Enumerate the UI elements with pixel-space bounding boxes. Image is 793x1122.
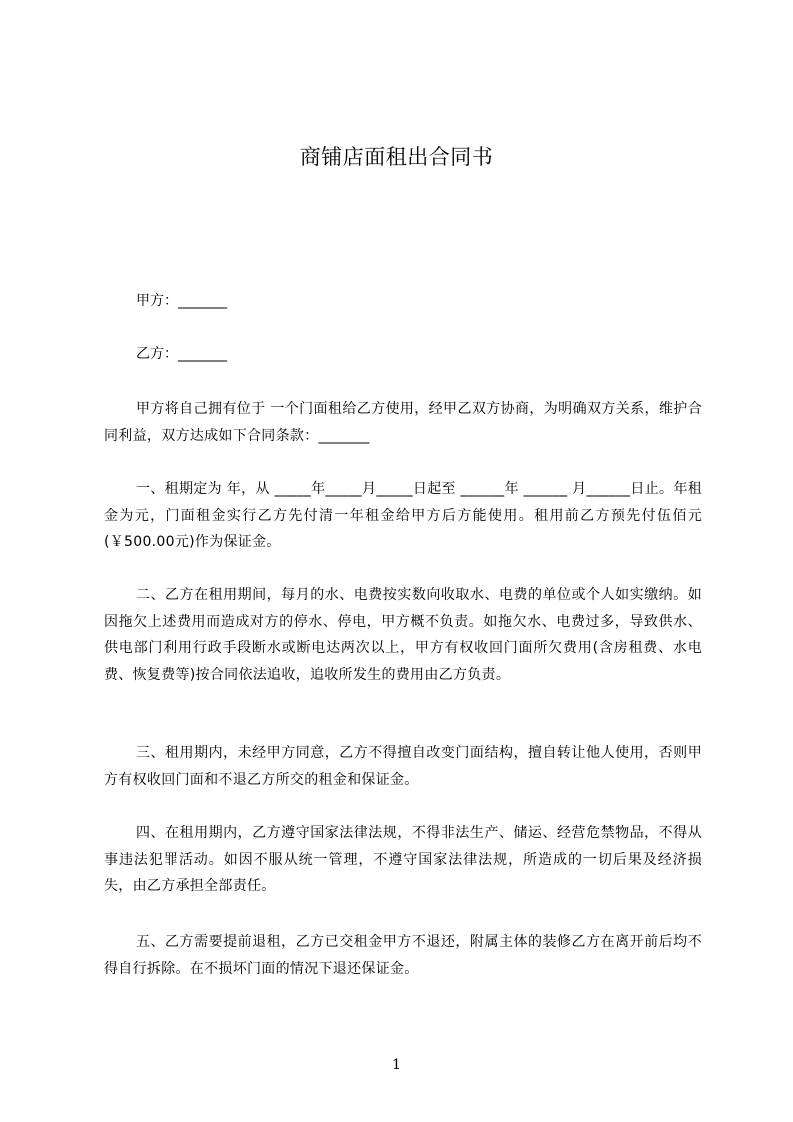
party-b-line: 乙方：_______ [136,346,227,362]
clause-4: 四、在租用期内，乙方遵守国家法律法规，不得非法生产、储运、经营危禁物品，不得从事违法犯罪活动。如因不服从统一管理，不遵守国家法律法规，所造成的一切后果及经济损失，由乙方承担全部责任。 [104,825,702,894]
clause-2: 二、乙方在租用期间，每月的水、电费按实数向收取水、电费的单位或个人如实缴纳。如因拖欠上述费用而造成对方的停水、停电，甲方概不负责。如拖欠水、电费过多，导致供水、供电部门利用行政手段断水或断电达两次以上，甲方有权收回门面所欠费用(含房租费、水电费、恢复费等)按合同依法追收，追收所发生的费用由乙方负责。 [104,587,702,683]
document-title: 商铺店面租出合同书 [299,145,494,169]
party-a-line: 甲方：_______ [136,293,227,309]
clause-1: 一、租期定为 年，从 _____年_____月_____日起至 ______年 ______ 月______日止。年租金为元，门面租金实行乙方先付清一年租金给甲方后方能使用。租用前乙方预先付伍佰元(￥500.00元)作为保证金。 [104,481,702,550]
intro-paragraph: 甲方将自己拥有位于 一个门面租给乙方使用，经甲乙双方协商，为明确双方关系，维护合同利益，双方达成如下合同条款：_______ [104,401,702,444]
clause-5: 五、乙方需要提前退租，乙方已交租金甲方不退还，附属主体的装修乙方在离开前后均不得自行拆除。在不损坏门面的情况下退还保证金。 [104,934,702,977]
clause-3: 三、租用期内，未经甲方同意，乙方不得擅自改变门面结构，擅自转让他人使用，否则甲方有权收回门面和不退乙方所交的租金和保证金。 [104,745,702,788]
page-number: 1 [392,1057,401,1073]
